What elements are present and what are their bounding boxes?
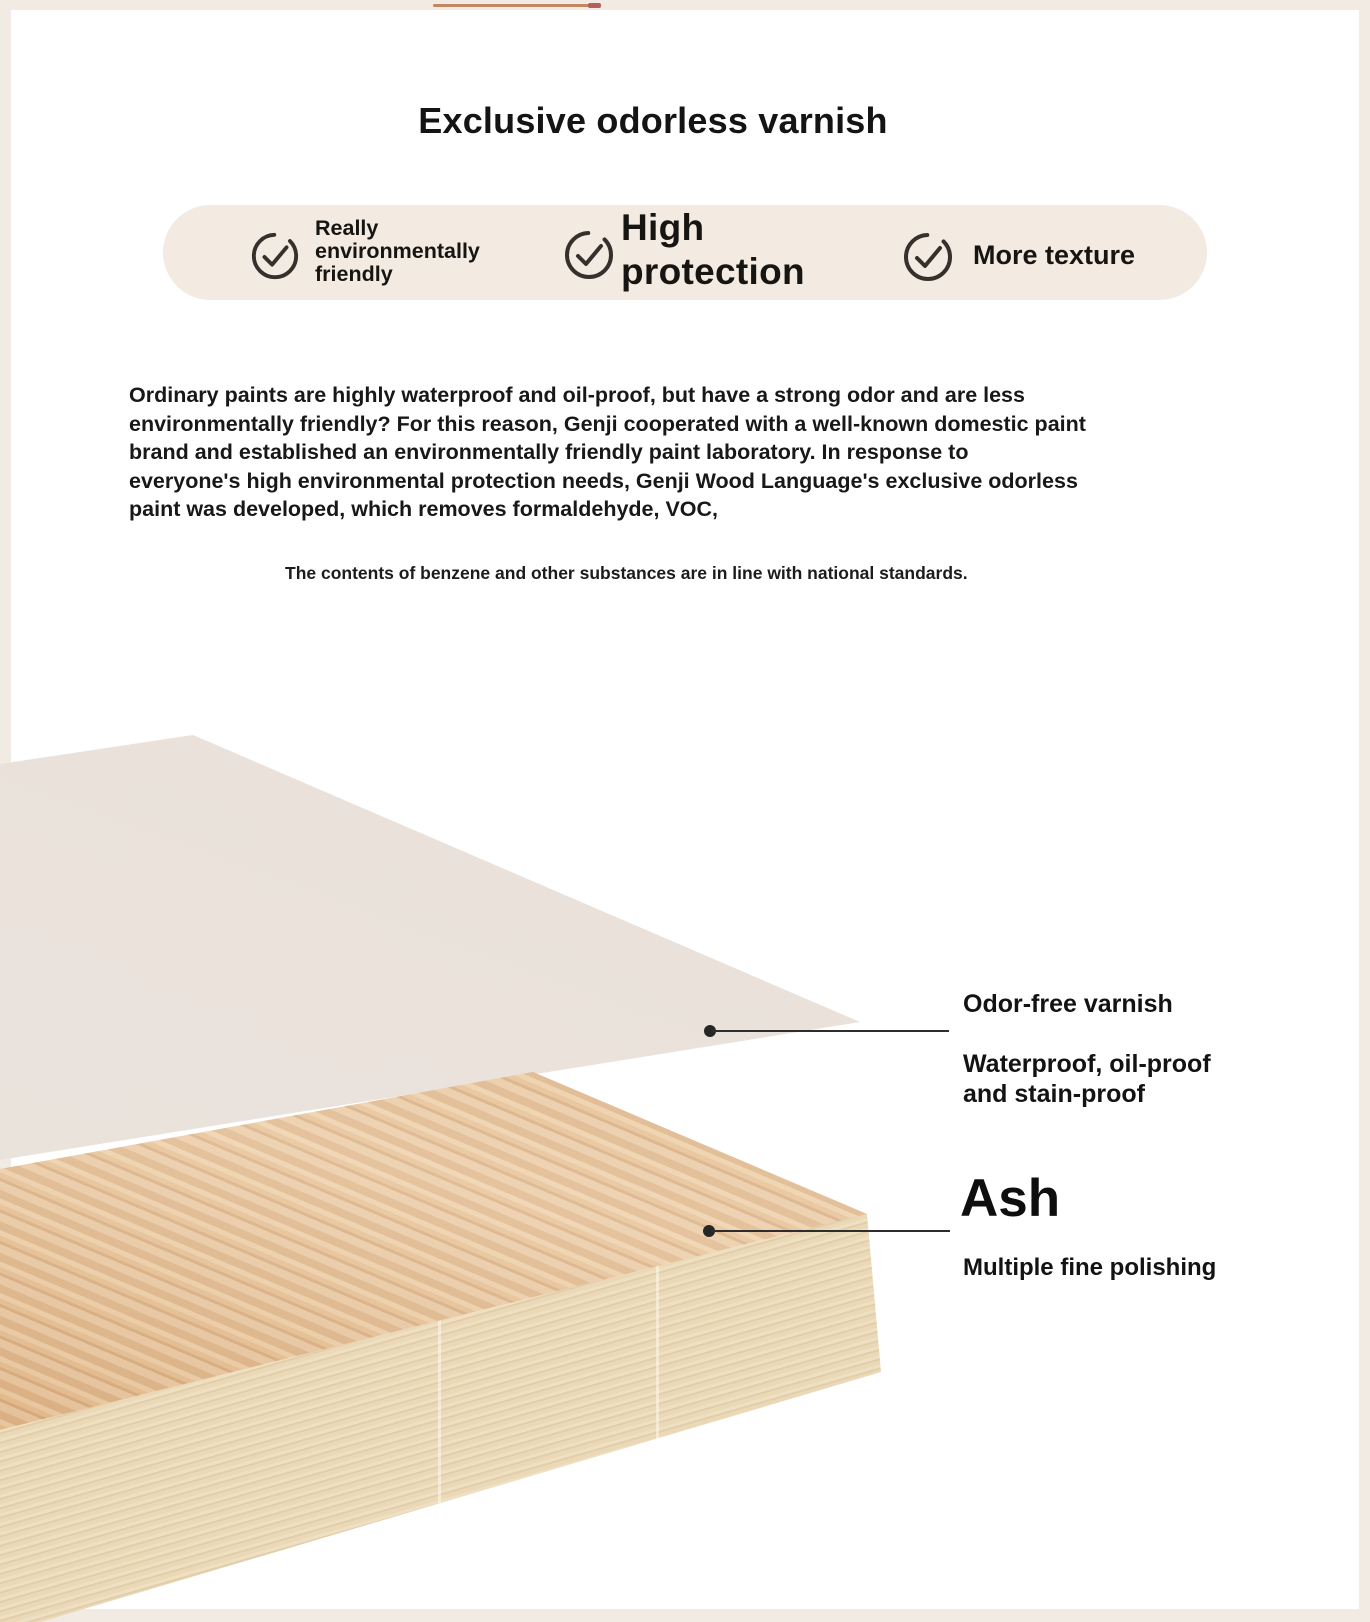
feature-label-line: protection — [621, 251, 805, 292]
feature-label-high-protection — [621, 206, 805, 294]
paragraph-line: everyone's high environmental protection needs, Genji Wood Language's exclusive odorless — [129, 468, 1078, 493]
callout-desc-ash: Multiple fine polishing — [963, 1254, 1217, 1281]
feature-label-line: environmentally — [315, 239, 480, 263]
feature-label-line: Really — [315, 216, 379, 240]
callout-line — [711, 1230, 950, 1232]
feature-label-eco-friendly — [315, 217, 480, 286]
paragraph-line: Ordinary paints are highly waterproof and oil-proof, but have a strong odor and are less — [129, 383, 1025, 407]
callout-title-ash: Ash — [960, 1169, 1061, 1228]
callout-desc-line: Waterproof, oil-proof — [963, 1050, 1211, 1078]
paragraph-line: paint was developed, which removes formaldehyde, VOC, — [129, 497, 719, 522]
feature-label-line: friendly — [315, 262, 393, 286]
section-title: Exclusive odorless varnish — [418, 100, 888, 141]
feature-label-line: More texture — [973, 240, 1136, 270]
check-circle-icon — [563, 229, 613, 279]
scroll-progress-cap — [588, 3, 601, 8]
scroll-progress-line — [433, 4, 600, 7]
feature-label-line: High — [621, 207, 705, 248]
callout-desc-varnish — [963, 1049, 1211, 1109]
callout-title-varnish: Odor-free varnish — [963, 990, 1173, 1018]
callout-desc-line: and stain-proof — [963, 1080, 1145, 1108]
paragraph-line: environmentally friendly? For this reason, Genji cooperated with a well-known domestic paint — [129, 411, 1086, 436]
feature-label-more-texture — [973, 240, 1135, 270]
callout-line — [712, 1030, 949, 1032]
check-circle-icon — [250, 231, 300, 281]
check-circle-icon — [902, 231, 952, 281]
paragraph-line: brand and established an environmentally friendly paint laboratory. In response to — [129, 440, 969, 465]
standards-note: The contents of benzene and other substances are in line with national standards. — [285, 563, 968, 583]
description-paragraph — [129, 381, 1086, 524]
